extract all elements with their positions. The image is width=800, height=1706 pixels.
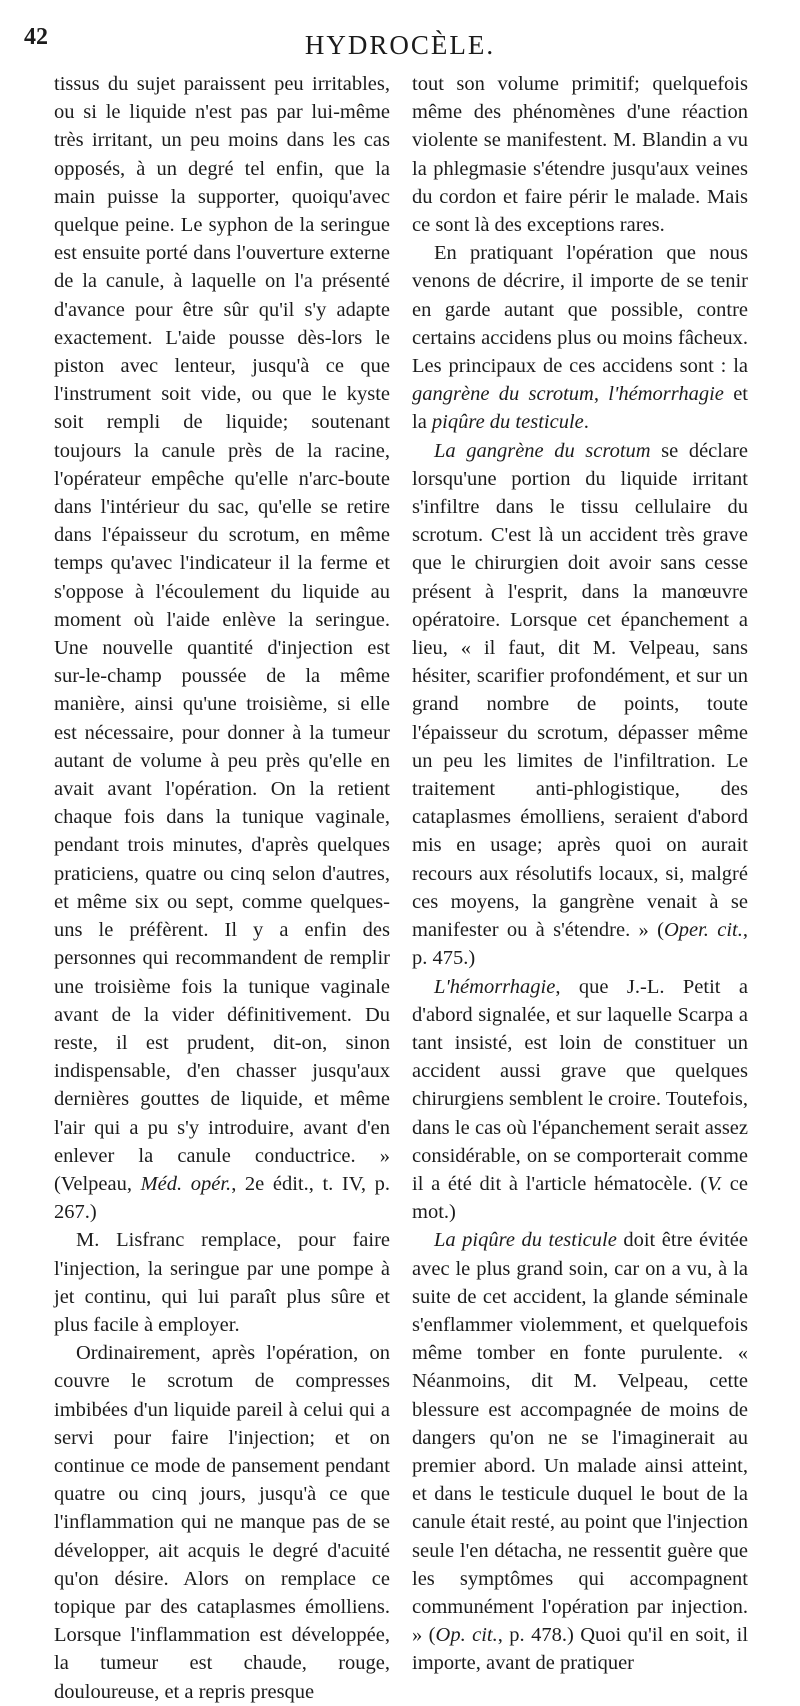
text-run: , xyxy=(593,383,609,406)
text-run: tissus du sujet paraissent peu irritables, ou si le liquide n'est pas par lui-même très irritant, un peu moins dans les cas opposés, à un degré tel enfin, que la main puisse la supporter, quoiqu'avec quelque peine. Le syphon de la seringue est ensuite porté dans l'ouverture externe de la canule, à laquelle on l'a présenté d'avance pour être sûr qu'il s'y adapte exactement. L'aide pousse dès-lors le piston avec lenteur, jusqu'à ce que l'instrument soit vide, ou que le kyste soit rempli de liquide; soutenant toujours la canule près de la racine, l'opérateur empêche qu'elle n'arc-boute dans l'intérieur du sac, qu'elle se retire dans l'épaisseur du scrotum, en même temps qu'avec l'indicateur il la ferme et s'oppose à l'écoulement du liquide au moment où l'aide enlève la seringue. Une nouvelle quantité d'injection est sur-le-champ poussée de la même manière, ainsi qu'une troisième, si elle est nécessaire, pour donner à la tumeur autant de volume à peu près qu'elle en avait avant l'opération. On la retient chaque fois dans la tunique vaginale, pendant trois minutes, d'après quelques praticiens, quatre ou cinq selon d'autres, et même six ou sept, comme quelques-uns le préfèrent. Il y a enfin des personnes qui recommandent de remplir une troisième fois la tunique vaginale avant de la vider définitivement. Du reste, il est prudent, dit-on, sinon indispensable, d'en chasser jusqu'aux dernières gouttes de liquide, et même l'air qui a pu s'y introduire, avant d'en enlever la canule conductrice. » (Velpeau, xyxy=(54,73,390,1195)
paragraph xyxy=(412,1226,748,1677)
italic-run: Oper. cit. xyxy=(663,919,743,942)
italic-run: gangrène du scrotum xyxy=(412,383,594,406)
paragraph xyxy=(412,70,748,239)
paragraph xyxy=(54,1339,390,1706)
running-title: HYDROCÈLE. xyxy=(304,30,496,60)
text-run: tout son volume primitif; quelquefois même des phénomènes d'une réaction violente se manifestent. M. Blandin a vu la phlegmasie s'étendre jusqu'aux veines du cordon et faire périr le malade. Mais ce sont là des exceptions rares. xyxy=(412,73,748,237)
text-run: doit être évitée avec le plus grand soin, car on a vu, à la suite de cet accident, la glande séminale s'enflammer violemment, et quelquefois même tomber en fonte purulente. « Néanmoins, dit M. Velpeau, cette blessure est accompagnée de moins de dangers qu'on ne se l'imaginerait au premier abord. Un malade ainsi atteint, et dans le testicule duquel le bout de la canule était resté, au point que l'injection seule l'en détacha, ne ressentit guère que les symptômes qui accompagnent communément l'opération par injection. » ( xyxy=(412,1229,748,1647)
text-run: En pratiquant l'opération que nous venons de décrire, il importe de se tenir en garde autant que possible, contre certains accidens plus ou moins fâcheux. Les principaux de ces accidens sont : la xyxy=(412,242,748,378)
text-run: M. Lisfranc remplace, pour faire l'injection, la seringue par une pompe à jet continu, qui lui paraît plus sûre et plus facile à employer. xyxy=(54,1229,390,1336)
left-column xyxy=(54,70,390,1703)
paragraph xyxy=(412,239,748,436)
page-number: 42 xyxy=(24,24,48,50)
italic-run: La gangrène du scrotum xyxy=(434,439,651,462)
italic-run: piqûre du testicule xyxy=(431,411,584,434)
italic-run: La piqûre du testicule xyxy=(434,1229,617,1252)
paragraph xyxy=(54,70,390,1226)
text-run: ce mot.) xyxy=(412,1172,748,1224)
right-column xyxy=(412,70,749,1675)
text-run: , que J.-L. Petit a d'abord signalée, et sur laquelle Scarpa a tant insisté, est loin de constituer un accident aussi grave que quelques chirurgiens semblent le croire. Toutefois, dans le cas où l'épanchement serait assez considérable, on se comporterait comme il a été dit à l'article hématocèle. ( xyxy=(412,975,748,1195)
text-run: , p. 478.) Quoi qu'il en soit, il importe, avant de pratiquer xyxy=(412,1624,749,1675)
italic-run: Méd. opér. xyxy=(140,1172,232,1195)
text-run: , p. 475.) xyxy=(412,919,748,970)
text-run: Ordinairement, après l'opération, on couvre le scrotum de compresses imbibées d'un liquide pareil à celui qui a servi pour faire l'injection; et on continue ce mode de pansement pendant quatre ou cinq jours, jusqu'à ce que l'inflammation qui ne manque pas de se développer, ait acquis le degré d'acuité qu'on désire. Alors on remplace ce topique par des cataplasmes émolliens. Lorsque l'inflammation est développée, la tumeur est chaude, rouge, douloureuse, et a repris presque xyxy=(54,1342,390,1703)
text-run: , 2e édit., t. IV, p. 267.) xyxy=(54,1172,390,1224)
paragraph xyxy=(412,437,748,973)
italic-run: l'hémorrhagie xyxy=(608,383,724,406)
italic-run: Op. cit. xyxy=(435,1624,498,1647)
italic-run: V. xyxy=(707,1172,723,1195)
italic-run: L'hémorrhagie xyxy=(434,975,556,998)
paragraph xyxy=(54,1226,390,1339)
text-run: et la xyxy=(412,383,749,434)
text-run: se déclare lorsqu'une portion du liquide irritant s'infiltre dans le tissu cellulaire du scrotum. C'est là un accident très grave que le chirurgien doit avoir sans cesse présent à l'esprit, dans la manœuvre opératoire. Lorsque cet épanchement a lieu, « il faut, dit M. Velpeau, sans hésiter, scarifier profondément, et sur un grand nombre de points, toute l'épaisseur du scrotum, dépasser même un peu les limites de l'infiltration. Le traitement anti-phlogistique, des cataplasmes émolliens, seraient d'abord mis en usage; après quoi on aurait recours aux résolutifs locaux, si, malgré ces moyens, la gangrène venait à se manifester ou à s'étendre. » ( xyxy=(412,439,749,942)
text-run: . xyxy=(583,411,589,434)
paragraph xyxy=(412,973,748,1227)
